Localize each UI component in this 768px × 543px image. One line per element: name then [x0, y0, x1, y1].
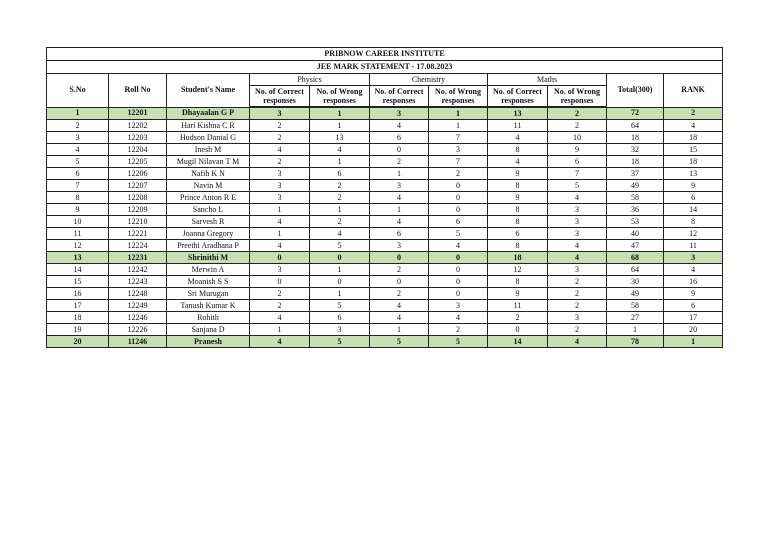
- table-row: [47, 156, 723, 168]
- cell-roll: 12226: [109, 324, 167, 336]
- cell-name: Preethi Aradhana P: [167, 240, 250, 252]
- col-rank: RANK: [664, 74, 723, 108]
- cell-maths-wrong: 4: [548, 240, 607, 252]
- table-row: [47, 240, 723, 252]
- cell-total: 78: [607, 336, 664, 348]
- cell-sno: 19: [47, 324, 109, 336]
- cell-sno: 9: [47, 204, 109, 216]
- cell-chemistry-correct: 2: [370, 264, 429, 276]
- cell-physics-correct: 1: [250, 204, 310, 216]
- cell-physics-correct: 3: [250, 264, 310, 276]
- cell-total: 30: [607, 276, 664, 288]
- cell-chemistry-correct: 3: [370, 180, 429, 192]
- cell-chemistry-correct: 2: [370, 156, 429, 168]
- cell-chemistry-wrong: 0: [429, 252, 488, 264]
- cell-chemistry-wrong: 7: [429, 132, 488, 144]
- cell-rank: 8: [664, 216, 723, 228]
- cell-rank: 3: [664, 252, 723, 264]
- cell-sno: 7: [47, 180, 109, 192]
- table-row: [47, 336, 723, 348]
- table-row: [47, 132, 723, 144]
- table-row: [47, 120, 723, 132]
- col-physics-correct: No. of Correct responses: [250, 86, 310, 108]
- cell-rank: 6: [664, 300, 723, 312]
- cell-chemistry-correct: 1: [370, 168, 429, 180]
- cell-chemistry-correct: 3: [370, 107, 429, 120]
- cell-chemistry-wrong: 0: [429, 276, 488, 288]
- cell-chemistry-correct: 4: [370, 216, 429, 228]
- cell-sno: 6: [47, 168, 109, 180]
- cell-chemistry-wrong: 1: [429, 120, 488, 132]
- col-physics-wrong: No. of Wrong responses: [310, 86, 370, 108]
- cell-chemistry-correct: 4: [370, 120, 429, 132]
- cell-physics-correct: 3: [250, 107, 310, 120]
- col-sno: S.No: [47, 74, 109, 108]
- cell-maths-wrong: 3: [548, 264, 607, 276]
- cell-total: 18: [607, 132, 664, 144]
- cell-maths-wrong: 3: [548, 312, 607, 324]
- cell-maths-wrong: 3: [548, 204, 607, 216]
- cell-total: 58: [607, 300, 664, 312]
- statement-title: JEE MARK STATEMENT - 17.08.2023: [47, 61, 723, 74]
- cell-chemistry-correct: 4: [370, 192, 429, 204]
- cell-maths-correct: 6: [488, 228, 548, 240]
- cell-physics-wrong: 1: [310, 156, 370, 168]
- cell-chemistry-correct: 1: [370, 324, 429, 336]
- cell-rank: 18: [664, 132, 723, 144]
- cell-rank: 14: [664, 204, 723, 216]
- cell-roll: 12202: [109, 120, 167, 132]
- cell-roll: 12206: [109, 168, 167, 180]
- cell-chemistry-correct: 2: [370, 288, 429, 300]
- cell-name: Hari Kishna C R: [167, 120, 250, 132]
- cell-sno: 20: [47, 336, 109, 348]
- cell-name: Nafih K N: [167, 168, 250, 180]
- cell-sno: 15: [47, 276, 109, 288]
- cell-maths-wrong: 10: [548, 132, 607, 144]
- cell-maths-correct: 4: [488, 156, 548, 168]
- cell-roll: 12249: [109, 300, 167, 312]
- cell-roll: 12207: [109, 180, 167, 192]
- table-row: [47, 288, 723, 300]
- cell-maths-wrong: 5: [548, 180, 607, 192]
- cell-maths-correct: 8: [488, 204, 548, 216]
- cell-chemistry-correct: 1: [370, 204, 429, 216]
- cell-total: 64: [607, 120, 664, 132]
- cell-total: 68: [607, 252, 664, 264]
- cell-name: Mugil Nilavan T M: [167, 156, 250, 168]
- cell-total: 32: [607, 144, 664, 156]
- cell-physics-correct: 4: [250, 312, 310, 324]
- col-chemistry-wrong: No. of Wrong responses: [429, 86, 488, 108]
- cell-sno: 17: [47, 300, 109, 312]
- table-row: [47, 168, 723, 180]
- cell-maths-wrong: 4: [548, 192, 607, 204]
- cell-maths-correct: 9: [488, 288, 548, 300]
- cell-physics-wrong: 5: [310, 240, 370, 252]
- cell-roll: 12201: [109, 107, 167, 120]
- cell-physics-correct: 3: [250, 180, 310, 192]
- cell-name: Sanjana D: [167, 324, 250, 336]
- cell-name: Hudson Danial G: [167, 132, 250, 144]
- cell-maths-correct: 8: [488, 216, 548, 228]
- cell-rank: 12: [664, 228, 723, 240]
- cell-chemistry-correct: 0: [370, 276, 429, 288]
- cell-maths-correct: 13: [488, 107, 548, 120]
- cell-maths-wrong: 2: [548, 288, 607, 300]
- cell-roll: 12204: [109, 144, 167, 156]
- cell-maths-wrong: 6: [548, 156, 607, 168]
- cell-maths-correct: 14: [488, 336, 548, 348]
- cell-rank: 16: [664, 276, 723, 288]
- cell-rank: 9: [664, 288, 723, 300]
- cell-physics-wrong: 1: [310, 120, 370, 132]
- cell-sno: 10: [47, 216, 109, 228]
- cell-physics-correct: 4: [250, 240, 310, 252]
- table-row: [47, 180, 723, 192]
- cell-physics-wrong: 13: [310, 132, 370, 144]
- table-row: [47, 204, 723, 216]
- cell-maths-correct: 18: [488, 252, 548, 264]
- cell-maths-correct: 12: [488, 264, 548, 276]
- cell-sno: 16: [47, 288, 109, 300]
- institute-title: PRIBNOW CAREER INSTITUTE: [47, 48, 723, 61]
- cell-maths-wrong: 9: [548, 144, 607, 156]
- cell-physics-correct: 1: [250, 324, 310, 336]
- cell-sno: 18: [47, 312, 109, 324]
- table-row: [47, 312, 723, 324]
- cell-name: Sri Murugan: [167, 288, 250, 300]
- col-physics: Physics: [250, 74, 370, 86]
- cell-physics-wrong: 3: [310, 324, 370, 336]
- cell-roll: 12248: [109, 288, 167, 300]
- cell-maths-wrong: 7: [548, 168, 607, 180]
- cell-roll: 12224: [109, 240, 167, 252]
- mark-statement-table: [46, 47, 723, 348]
- cell-maths-wrong: 2: [548, 324, 607, 336]
- col-maths-correct: No. of Correct responses: [488, 86, 548, 108]
- cell-rank: 20: [664, 324, 723, 336]
- cell-maths-wrong: 3: [548, 228, 607, 240]
- cell-physics-wrong: 4: [310, 144, 370, 156]
- cell-chemistry-wrong: 3: [429, 144, 488, 156]
- cell-physics-wrong: 5: [310, 336, 370, 348]
- cell-chemistry-wrong: 3: [429, 300, 488, 312]
- cell-chemistry-wrong: 7: [429, 156, 488, 168]
- cell-name: Inesh M: [167, 144, 250, 156]
- cell-chemistry-correct: 0: [370, 252, 429, 264]
- col-chemistry: Chemistry: [370, 74, 488, 86]
- cell-name: Pranesh: [167, 336, 250, 348]
- cell-rank: 11: [664, 240, 723, 252]
- cell-total: 47: [607, 240, 664, 252]
- cell-chemistry-correct: 4: [370, 312, 429, 324]
- cell-chemistry-wrong: 5: [429, 336, 488, 348]
- cell-physics-wrong: 5: [310, 300, 370, 312]
- cell-physics-wrong: 0: [310, 252, 370, 264]
- table-row: [47, 324, 723, 336]
- table-row: [47, 228, 723, 240]
- cell-rank: 17: [664, 312, 723, 324]
- cell-name: Sancho L: [167, 204, 250, 216]
- table-row: [47, 300, 723, 312]
- cell-rank: 9: [664, 180, 723, 192]
- cell-chemistry-wrong: 0: [429, 264, 488, 276]
- cell-name: Tanush Kumar K: [167, 300, 250, 312]
- col-maths-wrong: No. of Wrong responses: [548, 86, 607, 108]
- cell-roll: 12246: [109, 312, 167, 324]
- cell-chemistry-wrong: 0: [429, 192, 488, 204]
- cell-roll: 12221: [109, 228, 167, 240]
- cell-physics-wrong: 2: [310, 216, 370, 228]
- cell-sno: 13: [47, 252, 109, 264]
- cell-total: 49: [607, 288, 664, 300]
- cell-physics-wrong: 1: [310, 204, 370, 216]
- cell-physics-wrong: 1: [310, 288, 370, 300]
- cell-maths-wrong: 2: [548, 300, 607, 312]
- cell-name: Navin M: [167, 180, 250, 192]
- cell-total: 18: [607, 156, 664, 168]
- cell-physics-wrong: 0: [310, 276, 370, 288]
- cell-chemistry-wrong: 6: [429, 216, 488, 228]
- cell-chemistry-wrong: 1: [429, 107, 488, 120]
- cell-name: Joanna Gregory: [167, 228, 250, 240]
- cell-maths-wrong: 4: [548, 336, 607, 348]
- cell-total: 58: [607, 192, 664, 204]
- cell-total: 36: [607, 204, 664, 216]
- cell-roll: 12205: [109, 156, 167, 168]
- cell-maths-wrong: 4: [548, 252, 607, 264]
- cell-chemistry-wrong: 0: [429, 204, 488, 216]
- table-row: [47, 107, 723, 120]
- cell-sno: 3: [47, 132, 109, 144]
- cell-sno: 2: [47, 120, 109, 132]
- cell-chemistry-wrong: 2: [429, 168, 488, 180]
- cell-rank: 2: [664, 107, 723, 120]
- cell-chemistry-wrong: 4: [429, 312, 488, 324]
- cell-maths-wrong: 2: [548, 107, 607, 120]
- cell-physics-wrong: 1: [310, 264, 370, 276]
- cell-sno: 5: [47, 156, 109, 168]
- cell-maths-correct: 11: [488, 300, 548, 312]
- cell-roll: 12209: [109, 204, 167, 216]
- cell-roll: 12243: [109, 276, 167, 288]
- cell-rank: 1: [664, 336, 723, 348]
- cell-rank: 18: [664, 156, 723, 168]
- cell-physics-correct: 4: [250, 144, 310, 156]
- cell-chemistry-wrong: 0: [429, 180, 488, 192]
- col-total: Total(300): [607, 74, 664, 108]
- table-row: [47, 192, 723, 204]
- cell-physics-wrong: 6: [310, 312, 370, 324]
- cell-name: Prince Anton R E: [167, 192, 250, 204]
- cell-physics-wrong: 1: [310, 107, 370, 120]
- cell-sno: 11: [47, 228, 109, 240]
- table-row: [47, 144, 723, 156]
- cell-maths-wrong: 3: [548, 216, 607, 228]
- cell-name: Sarvesh R: [167, 216, 250, 228]
- cell-physics-correct: 2: [250, 300, 310, 312]
- table-row: [47, 276, 723, 288]
- cell-chemistry-wrong: 0: [429, 288, 488, 300]
- cell-chemistry-wrong: 5: [429, 228, 488, 240]
- cell-chemistry-correct: 3: [370, 240, 429, 252]
- cell-roll: 12242: [109, 264, 167, 276]
- cell-maths-correct: 8: [488, 144, 548, 156]
- cell-roll: 12210: [109, 216, 167, 228]
- cell-total: 64: [607, 264, 664, 276]
- table-row: [47, 264, 723, 276]
- cell-sno: 14: [47, 264, 109, 276]
- cell-rank: 13: [664, 168, 723, 180]
- mark-statement-sheet: [46, 47, 722, 348]
- col-chemistry-correct: No. of Correct responses: [370, 86, 429, 108]
- cell-physics-correct: 3: [250, 192, 310, 204]
- cell-maths-correct: 9: [488, 192, 548, 204]
- cell-physics-wrong: 4: [310, 228, 370, 240]
- cell-maths-wrong: 2: [548, 276, 607, 288]
- cell-name: Rohith: [167, 312, 250, 324]
- cell-total: 49: [607, 180, 664, 192]
- col-maths: Maths: [488, 74, 607, 86]
- table-row: [47, 252, 723, 264]
- table-body: [47, 107, 723, 348]
- cell-physics-correct: 2: [250, 288, 310, 300]
- cell-sno: 8: [47, 192, 109, 204]
- cell-physics-correct: 4: [250, 336, 310, 348]
- cell-physics-correct: 4: [250, 216, 310, 228]
- cell-maths-correct: 9: [488, 168, 548, 180]
- cell-name: Shrinithi M: [167, 252, 250, 264]
- cell-chemistry-correct: 0: [370, 144, 429, 156]
- cell-chemistry-correct: 6: [370, 228, 429, 240]
- cell-maths-correct: 8: [488, 240, 548, 252]
- cell-name: Merwin A: [167, 264, 250, 276]
- cell-physics-correct: 2: [250, 132, 310, 144]
- cell-rank: 6: [664, 192, 723, 204]
- cell-roll: 12231: [109, 252, 167, 264]
- cell-maths-correct: 2: [488, 312, 548, 324]
- cell-total: 40: [607, 228, 664, 240]
- cell-total: 72: [607, 107, 664, 120]
- cell-physics-correct: 2: [250, 120, 310, 132]
- cell-maths-wrong: 2: [548, 120, 607, 132]
- cell-chemistry-correct: 6: [370, 132, 429, 144]
- cell-maths-correct: 8: [488, 276, 548, 288]
- cell-sno: 1: [47, 107, 109, 120]
- cell-maths-correct: 4: [488, 132, 548, 144]
- cell-maths-correct: 8: [488, 180, 548, 192]
- cell-physics-wrong: 2: [310, 192, 370, 204]
- cell-physics-correct: 3: [250, 168, 310, 180]
- cell-physics-correct: 0: [250, 276, 310, 288]
- cell-physics-correct: 0: [250, 252, 310, 264]
- cell-sno: 4: [47, 144, 109, 156]
- cell-physics-correct: 1: [250, 228, 310, 240]
- cell-chemistry-wrong: 4: [429, 240, 488, 252]
- cell-total: 27: [607, 312, 664, 324]
- cell-rank: 4: [664, 264, 723, 276]
- cell-total: 37: [607, 168, 664, 180]
- col-name: Student's Name: [167, 74, 250, 108]
- cell-total: 53: [607, 216, 664, 228]
- cell-rank: 4: [664, 120, 723, 132]
- cell-roll: 12208: [109, 192, 167, 204]
- cell-physics-wrong: 2: [310, 180, 370, 192]
- cell-total: 1: [607, 324, 664, 336]
- cell-sno: 12: [47, 240, 109, 252]
- col-roll: Roll No: [109, 74, 167, 108]
- cell-roll: 11246: [109, 336, 167, 348]
- table-row: [47, 216, 723, 228]
- cell-maths-correct: 11: [488, 120, 548, 132]
- cell-chemistry-wrong: 2: [429, 324, 488, 336]
- cell-rank: 15: [664, 144, 723, 156]
- cell-chemistry-correct: 4: [370, 300, 429, 312]
- cell-physics-wrong: 6: [310, 168, 370, 180]
- cell-name: Moanish S S: [167, 276, 250, 288]
- cell-physics-correct: 2: [250, 156, 310, 168]
- cell-chemistry-correct: 5: [370, 336, 429, 348]
- cell-maths-correct: 0: [488, 324, 548, 336]
- cell-roll: 12203: [109, 132, 167, 144]
- cell-name: Dhayaalan G P: [167, 107, 250, 120]
